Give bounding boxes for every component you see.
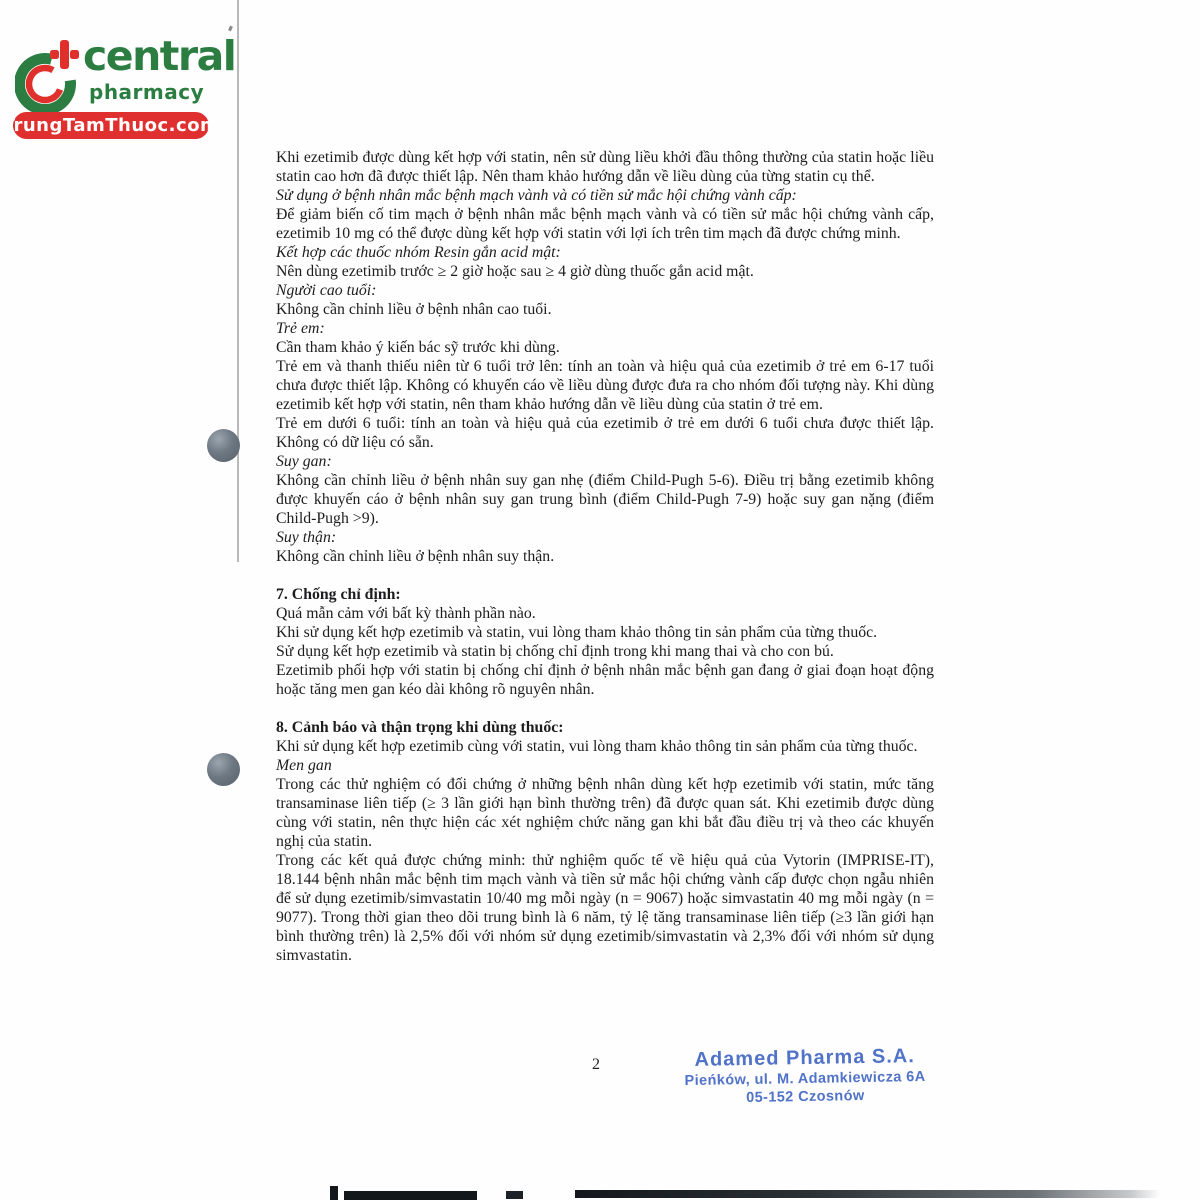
logo-website-badge: TrungTamThuoc.com xyxy=(13,112,209,139)
section-heading-7: 7. Chống chỉ định: xyxy=(276,586,401,603)
section-heading-8: 8. Cảnh báo và thận trọng khi dùng thuốc: xyxy=(276,719,564,736)
paragraph: Trong các thử nghiệm có đối chứng ở những bệnh nhân dùng kết hợp ezetimib với statin, mức tăng transaminase liên tiếp (≥ 3 lần giới hạn bình thường trên) đã được quan sát. Khi ezetimib được dùng cùng với statin, nên thực hiện các xét nghiệm chức năng gan khi bắt đầu điều trị và theo các khuyến nghị của statin. xyxy=(276,776,934,850)
paragraph: Cần tham khảo ý kiến bác sỹ trước khi dùng. xyxy=(276,339,560,356)
scan-edge-line xyxy=(237,0,239,562)
hole-punch-bottom xyxy=(207,753,240,786)
document-body xyxy=(276,148,934,965)
paragraph: Khi sử dụng kết hợp ezetimib và statin, vui lòng tham khảo thông tin sản phẩm của từng thuốc. xyxy=(276,624,878,641)
paragraph: Ezetimib phối hợp với statin bị chống chỉ định ở bệnh nhân mắc bệnh gan đang ở giai đoạn hoạt động hoặc tăng men gan kéo dài không rõ nguyên nhân. xyxy=(276,662,934,698)
hole-punch-top xyxy=(207,429,240,462)
plus-icon xyxy=(50,40,79,69)
subheading-italic: Men gan xyxy=(276,757,332,774)
scan-speck xyxy=(228,26,233,32)
paragraph: Khi ezetimib được dùng kết hợp với statin, nên sử dùng liều khởi đầu thông thường của statin hoặc liều statin cao hơn đã được thiết lập. Nên tham khảo hướng dẫn về liều dùng của từng statin cụ thể. xyxy=(276,149,934,185)
stamp-city-line: 05-152 Czosnów xyxy=(746,1087,865,1107)
scan-artifact-bar xyxy=(575,1190,1160,1198)
subheading-italic: Suy gan: xyxy=(276,453,332,470)
paragraph: Không cần chỉnh liều ở bệnh nhân cao tuổi. xyxy=(276,301,552,318)
paragraph: Sử dụng kết hợp ezetimib và statin bị chống chỉ định trong khi mang thai và cho con bú. xyxy=(276,643,834,660)
stamp-company-name: Adamed Pharma S.A. xyxy=(694,1045,916,1071)
subheading-italic: Trẻ em: xyxy=(276,320,325,337)
paragraph: Để giảm biến cố tim mạch ở bệnh nhân mắc bệnh mạch vành và có tiền sử mắc hội chứng vành cấp, ezetimib 10 mg có thể được dùng kết hợp với statin với lợi ích trên tim mạch đã được chứng minh. xyxy=(276,206,934,242)
logo-tagline-text: pharmacy xyxy=(89,80,205,104)
paragraph: Không cần chỉnh liều ở bệnh nhân suy gan nhẹ (điểm Child-Pugh 5-6). Điều trị bằng ezetimib không được khuyến cáo ở bệnh nhân suy gan trung bình (điểm Child-Pugh 7-9) hoặc suy gan nặng (điểm Child-Pugh >9). xyxy=(276,472,934,527)
logo-brand-text: central xyxy=(83,32,236,80)
scan-artifact-bar xyxy=(344,1191,477,1200)
paragraph: Quá mẫn cảm với bất kỳ thành phần nào. xyxy=(276,605,536,622)
paragraph: Trong các kết quả được chứng minh: thử nghiệm quốc tế về hiệu quả của Vytorin (IMPRISE-IT), 18.144 bệnh nhân mắc bệnh tim mạch vành và tiền sử mắc hội chứng vành cấp được chọn ngẫu nhiên để sử dụng ezetimib/simvastatin 10/40 mg mỗi ngày (n = 9067) hoặc simvastatin 40 mg mỗi ngày (n = 9077). Trong thời gian theo dõi trung bình là 6 năm, tỷ lệ tăng transaminase liên tiếp (≥3 lần giới hạn bình thường trên) là 2,5% đối với nhóm sử dụng ezetimib/simvastatin và 2,3% đối với nhóm sử dụng simvastatin. xyxy=(276,852,934,964)
central-pharmacy-logo-icon xyxy=(15,40,81,114)
subheading-italic: Suy thận: xyxy=(276,529,337,546)
scan-artifact-bar xyxy=(330,1186,338,1200)
scan-artifact-bar xyxy=(506,1191,523,1199)
subheading-italic: Kết hợp các thuốc nhóm Resin gắn acid mật: xyxy=(276,244,561,261)
stamp-address-line: Pieńków, ul. M. Adamkiewicza 6A xyxy=(684,1068,926,1090)
paragraph: Không cần chỉnh liều ở bệnh nhân suy thận. xyxy=(276,548,555,565)
paragraph: Trẻ em và thanh thiếu niên từ 6 tuổi trở lên: tính an toàn và hiệu quả của ezetimib ở trẻ em 6-17 tuổi chưa được thiết lập. Không có khuyến cáo về liều dùng được đưa ra cho nhóm đối tượng này. Khi dùng ezetimib kết hợp với statin, nên tham khảo hướng dẫn về liều dùng của statin ở trẻ em. xyxy=(276,358,934,413)
company-stamp xyxy=(654,1043,955,1108)
subheading-italic: Sử dụng ở bệnh nhân mắc bệnh mạch vành và có tiền sử mắc hội chứng vành cấp: xyxy=(276,187,797,204)
subheading-italic: Người cao tuổi: xyxy=(276,282,377,299)
central-pharmacy-logo xyxy=(2,28,236,140)
page-number: 2 xyxy=(592,1056,600,1073)
paragraph: Trẻ em dưới 6 tuổi: tính an toàn và hiệu quả của ezetimib ở trẻ em dưới 6 tuổi chưa được thiết lập. Không có dữ liệu có sẵn. xyxy=(276,415,934,451)
paragraph: Khi sử dụng kết hợp ezetimib cùng với statin, vui lòng tham khảo thông tin sản phẩm của từng thuốc. xyxy=(276,738,918,755)
paragraph: Nên dùng ezetimib trước ≥ 2 giờ hoặc sau ≥ 4 giờ dùng thuốc gắn acid mật. xyxy=(276,263,754,280)
